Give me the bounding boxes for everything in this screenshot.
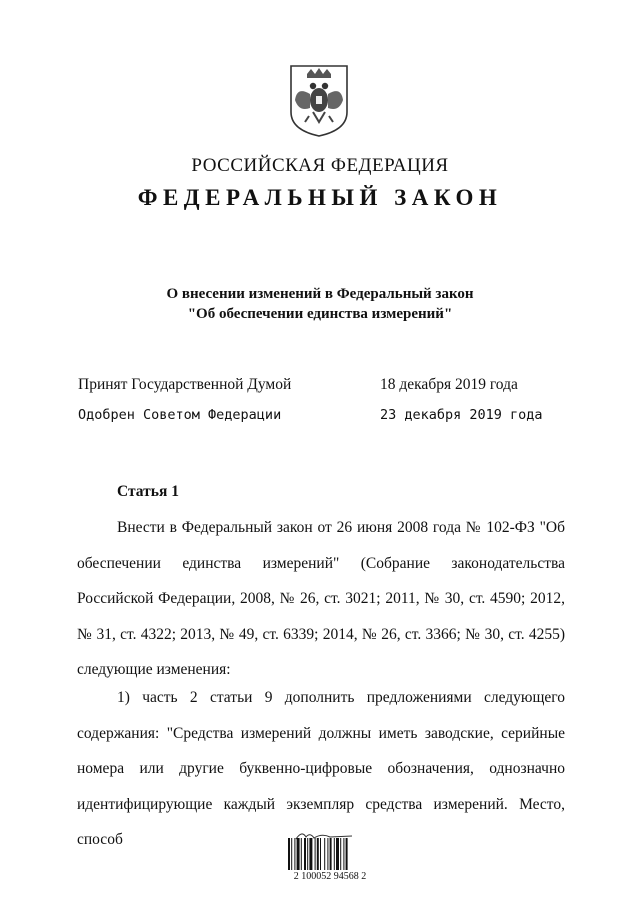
coat-of-arms-icon — [283, 60, 355, 138]
council-approval-date: 23 декабря 2019 года — [380, 407, 543, 423]
country-name: РОССИЙСКАЯ ФЕДЕРАЦИЯ — [191, 155, 449, 176]
barcode — [282, 828, 382, 888]
article-heading: Статья 1 — [117, 483, 179, 500]
article-paragraph-1: Внести в Федеральный закон от 26 июня 2008 года № 102-ФЗ "Об обеспечении единства измерений" (Собрание законодательства Российской Федерации, 2008, № 26, ст. 3021; 2011, № 30, ст. 4590; 2012, № 31, ст. 4322; 2013, № 49, ст. 6339; 2014, № 26, ст. 3366; № 30, ст. 4255) следующие изменения: — [77, 519, 565, 678]
law-title-line-2: "Об обеспечении единства измерений" — [187, 306, 453, 322]
council-approval-label: Одобрен Советом Федерации — [78, 407, 282, 423]
document-type: ФЕДЕРАЛЬНЫЙ ЗАКОН — [137, 185, 503, 210]
law-title — [0, 284, 640, 324]
law-title-line-1: О внесении изменений в Федеральный закон — [166, 286, 474, 302]
barcode-bars-icon — [288, 838, 372, 870]
duma-adoption-date: 18 декабря 2019 года — [380, 376, 518, 393]
barcode-number: 2 100052 94568 2 — [293, 871, 367, 882]
duma-adoption-label: Принят Государственной Думой — [78, 376, 292, 393]
article-paragraph-2: 1) часть 2 статьи 9 дополнить предложениями следующего содержания: "Средства измерений должны иметь заводские, серийные номера или другие буквенно-цифровые обозначения, однозначно идентифицирующие каждый экземпляр средства измерений. Место, способ — [77, 689, 565, 848]
